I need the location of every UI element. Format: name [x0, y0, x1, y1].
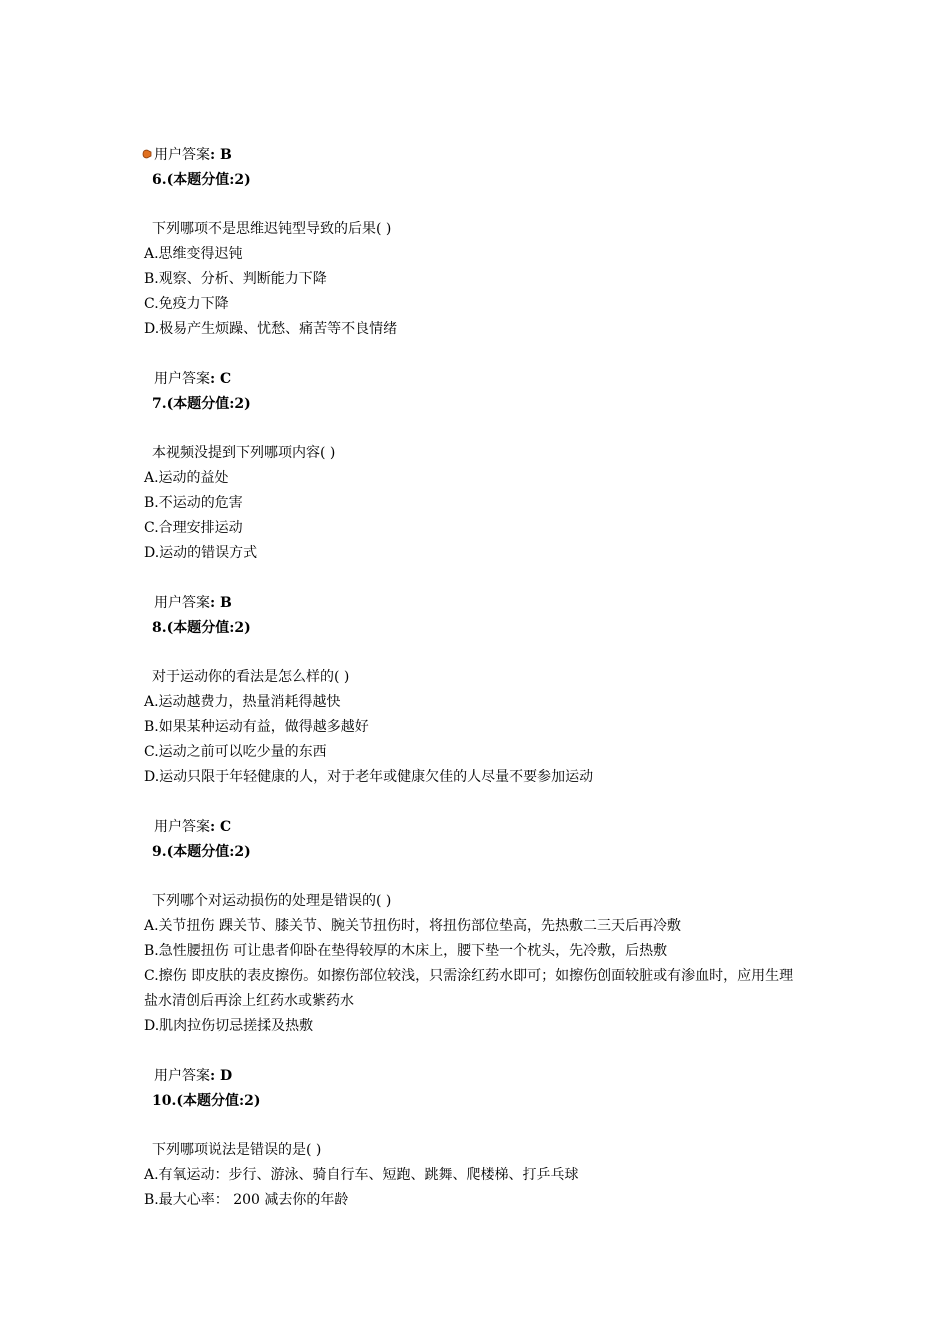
question-score: 6.(本题分值:2): [152, 172, 251, 188]
question-option: C.合理安排运动: [144, 520, 243, 536]
question-option: D.肌肉拉伤切忌搓揉及热敷: [144, 1018, 314, 1034]
question-stem: 下列哪项不是思维迟钝型导致的后果( ): [152, 221, 392, 237]
user-answer-value: C: [220, 371, 232, 387]
question-option: B.不运动的危害: [144, 495, 243, 511]
question-option: B.最大心率： 200 减去你的年龄: [144, 1192, 349, 1208]
question-option: C.免疫力下降: [144, 296, 229, 312]
user-answer-line: 用户答案: B: [154, 147, 232, 163]
answer-bullet-icon: [142, 149, 152, 159]
question-option: C.运动之前可以吃少量的东西: [144, 744, 327, 760]
user-answer-value: B: [220, 147, 232, 163]
user-answer-value: D: [220, 1068, 233, 1084]
question-option: C.擦伤 即皮肤的表皮擦伤。如擦伤部位较浅，只需涂红药水即可；如擦伤创面较脏或有渗血时，应用生理: [144, 968, 794, 984]
question-option: D.运动只限于年轻健康的人，对于老年或健康欠佳的人尽量不要参加运动: [144, 769, 594, 785]
question-option: B.观察、分析、判断能力下降: [144, 271, 327, 287]
question-score: 9.(本题分值:2): [152, 844, 251, 860]
question-stem: 下列哪个对运动损伤的处理是错误的( ): [152, 893, 392, 909]
question-stem: 下列哪项说法是错误的是( ): [152, 1142, 322, 1158]
question-option: D.运动的错误方式: [144, 545, 258, 561]
user-answer-line: 用户答案: C: [154, 819, 232, 835]
question-stem: 本视频没提到下列哪项内容( ): [152, 445, 336, 461]
user-answer-label: 用户答案: [154, 819, 210, 835]
question-option: B.急性腰扭伤 可让患者仰卧在垫得较厚的木床上，腰下垫一个枕头，先冷敷，后热敷: [144, 943, 668, 959]
question-option: B.如果某种运动有益，做得越多越好: [144, 719, 369, 735]
user-answer-label: 用户答案: [154, 147, 210, 163]
question-option: A.运动的益处: [144, 470, 229, 486]
question-option: D.极易产生烦躁、忧愁、痛苦等不良情绪: [144, 321, 398, 337]
question-option: A.运动越费力，热量消耗得越快: [144, 694, 341, 710]
user-answer-label: 用户答案: [154, 595, 210, 611]
question-option: A.思维变得迟钝: [144, 246, 243, 262]
question-stem: 对于运动你的看法是怎么样的( ): [152, 669, 350, 685]
question-score: 7.(本题分值:2): [152, 396, 251, 412]
user-answer-label: 用户答案: [154, 371, 210, 387]
question-score: 8.(本题分值:2): [152, 620, 251, 636]
user-answer-line: 用户答案: C: [154, 371, 232, 387]
question-option: A.有氧运动：步行、游泳、骑自行车、短跑、跳舞、爬楼梯、打乒乓球: [144, 1167, 579, 1183]
user-answer-line: 用户答案: B: [154, 595, 232, 611]
question-option-continued: 盐水清创后再涂上红药水或紫药水: [144, 993, 354, 1009]
question-score: 10.(本题分值:2): [152, 1093, 261, 1109]
question-option: A.关节扭伤 踝关节、膝关节、腕关节扭伤时，将扭伤部位垫高，先热敷二三天后再冷敷: [144, 918, 682, 934]
user-answer-value: C: [220, 819, 232, 835]
user-answer-value: B: [220, 595, 232, 611]
user-answer-label: 用户答案: [154, 1068, 210, 1084]
user-answer-line: 用户答案: D: [154, 1068, 233, 1084]
